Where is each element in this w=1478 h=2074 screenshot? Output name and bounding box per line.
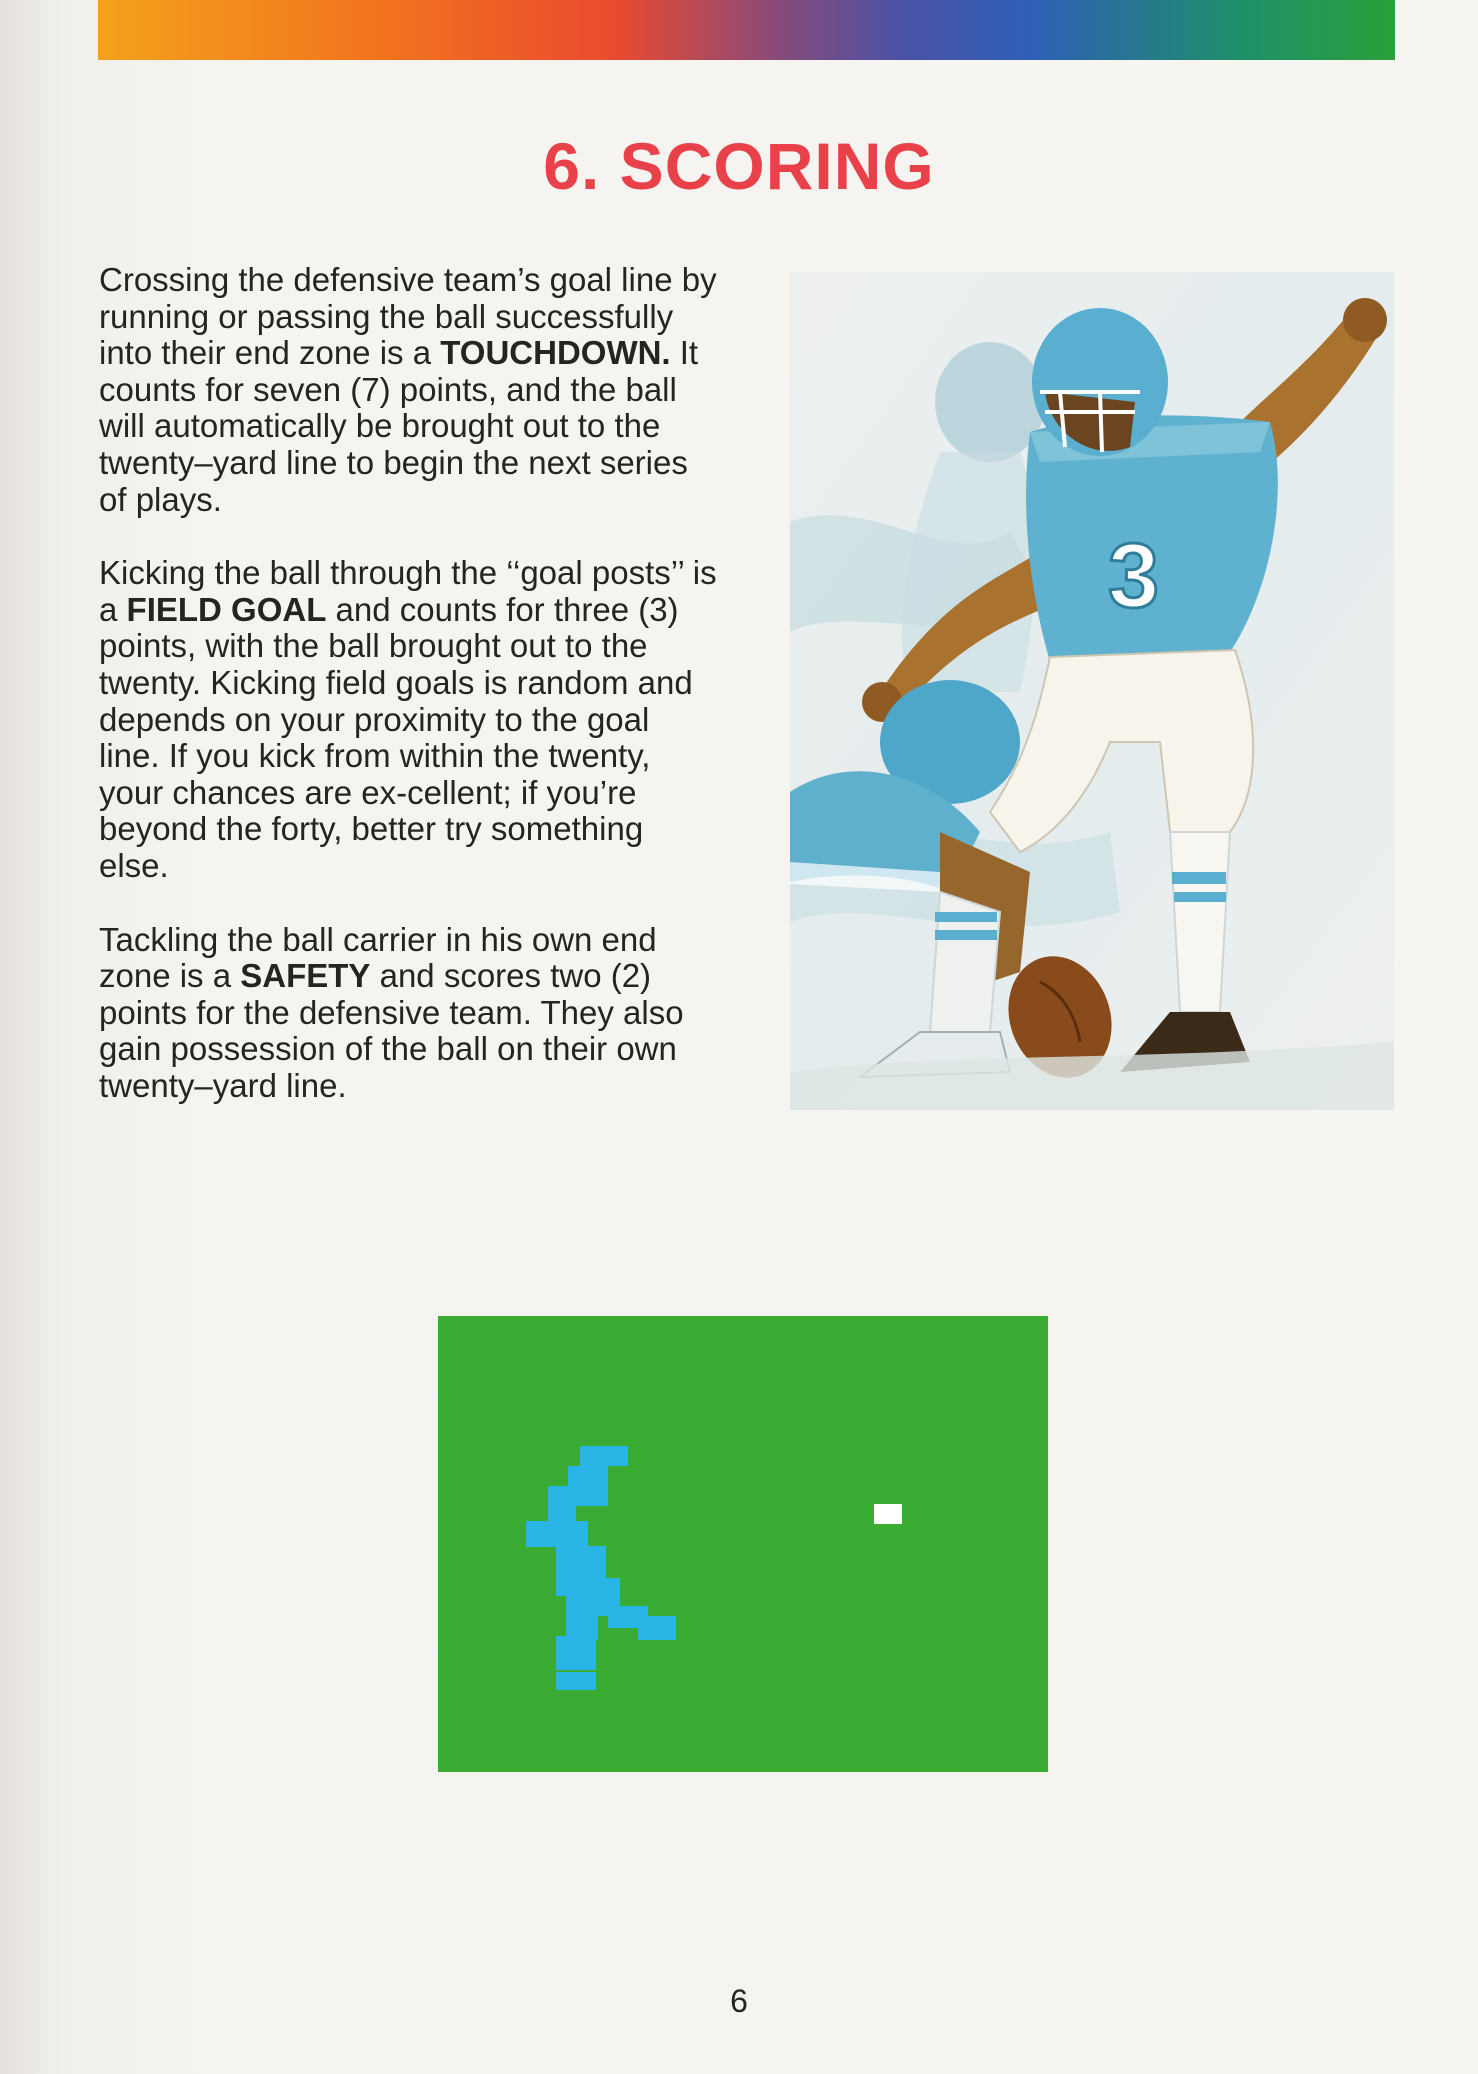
touchdown-paragraph: Crossing the defensive team’s goal line by running or passing the ball successfully into their end zone is a TOUCHDOWN. It counts for seven (7) points, and the ball will automatically be brought out to the twenty–yard line to begin the next series of plays. bbox=[99, 261, 717, 518]
scoring-text-column bbox=[99, 262, 719, 1141]
football-sprite bbox=[874, 1504, 902, 1524]
rainbow-header-band bbox=[98, 0, 1395, 60]
field-goal-paragraph: Kicking the ball through the ‘‘goal posts’’ is a FIELD GOAL and counts for three (3) points, with the ball brought out to the twenty. Kicking field goals is random and depends on your proximity to the goal line. If you kick from within the twenty, your chances are ex-cellent; if you’re beyond the forty, better try something else. bbox=[99, 554, 717, 884]
page-number: 6 bbox=[730, 1983, 748, 2019]
kicker-illustration bbox=[790, 272, 1394, 1110]
jersey-number: 3 bbox=[1108, 525, 1160, 627]
safety-paragraph: Tackling the ball carrier in his own end zone is a SAFETY and scores two (2) points for the defensive team. They also gain possession of the ball on their own twenty–yard line. bbox=[99, 920, 684, 1104]
safety-term: SAFETY bbox=[240, 957, 371, 995]
game-screenshot bbox=[438, 1316, 1048, 1772]
touchdown-term: TOUCHDOWN. bbox=[440, 334, 671, 372]
page-title: 6. SCORING bbox=[543, 129, 935, 203]
field-goal-term: FIELD GOAL bbox=[126, 590, 327, 628]
